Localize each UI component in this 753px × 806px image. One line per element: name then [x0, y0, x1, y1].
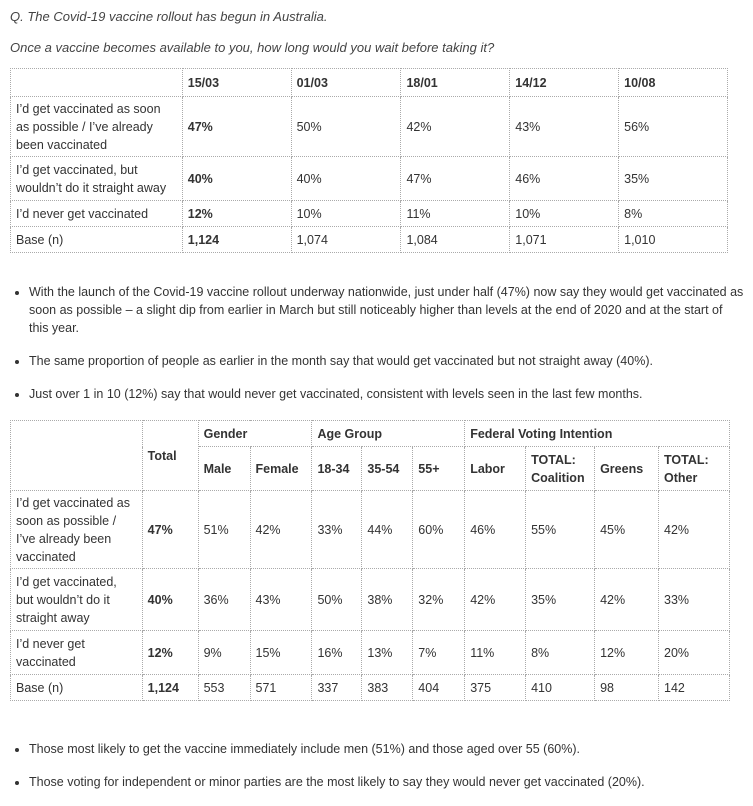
table-row [11, 569, 730, 631]
table-cell: 36% [198, 569, 250, 631]
table-cell: 50% [312, 569, 362, 631]
table-cell: 12% [595, 631, 659, 675]
table-cell: 7% [413, 631, 465, 675]
table-cell: 410 [526, 675, 595, 701]
table-cell: 1,124 [182, 227, 291, 253]
subheader: TOTAL: Other [659, 447, 730, 491]
table-cell: 1,074 [291, 227, 401, 253]
table-cell: 337 [312, 675, 362, 701]
table-cell: 15% [250, 631, 312, 675]
row-label: I’d never get vaccinated [11, 201, 183, 227]
trend-table [10, 68, 728, 253]
bullet-list [0, 283, 744, 418]
table-cell: 47% [182, 97, 291, 157]
table-cell: 40% [182, 157, 291, 201]
row-label: Base (n) [11, 227, 183, 253]
demographic-table [10, 420, 730, 701]
table-cell: 42% [465, 569, 526, 631]
table-cell: 40% [291, 157, 401, 201]
group-header: Age Group [312, 421, 465, 447]
table-cell: 12% [182, 201, 291, 227]
table-cell: 42% [250, 491, 312, 569]
table-cell: 35% [526, 569, 595, 631]
table-row [11, 227, 728, 253]
table-cell: 35% [619, 157, 728, 201]
subheader: Greens [595, 447, 659, 491]
table-row [11, 97, 728, 157]
table-cell: 8% [619, 201, 728, 227]
group-header: Federal Voting Intention [465, 421, 730, 447]
table-row [11, 675, 730, 701]
table-cell: 9% [198, 631, 250, 675]
row-label: Base (n) [11, 675, 143, 701]
table-cell: 46% [465, 491, 526, 569]
table-header: 15/03 [182, 69, 291, 97]
table-header [11, 69, 183, 97]
table-cell: 11% [401, 201, 510, 227]
subheader: Labor [465, 447, 526, 491]
table-cell: 43% [510, 97, 619, 157]
list-item: • With the launch of the Covid-19 vaccine rollout underway nationwide, just under half (47%) now say they would get vaccinated as soon as possible – a slight dip from earlier in March but still noticeably higher than levels at the end of 2020 and at the start of this year. [29, 283, 744, 337]
table-cell: 142 [659, 675, 730, 701]
table-cell: 571 [250, 675, 312, 701]
table-cell: 16% [312, 631, 362, 675]
table-cell: 10% [291, 201, 401, 227]
row-label: I’d never get vaccinated [11, 631, 143, 675]
table-header-row [11, 421, 730, 447]
list-item: • Just over 1 in 10 (12%) say that would never get vaccinated, consistent with levels seen in the last few months. [29, 385, 744, 403]
table-row [11, 631, 730, 675]
question-intro: Q. The Covid-19 vaccine rollout has begun in Australia. [10, 9, 328, 24]
table-cell: 98 [595, 675, 659, 701]
table-cell: 8% [526, 631, 595, 675]
row-label: I’d get vaccinated as soon as possible / I’ve already been vaccinated [11, 491, 143, 569]
table-cell: 44% [362, 491, 413, 569]
table-cell: 13% [362, 631, 413, 675]
total-header: Total [142, 421, 198, 491]
table-row [11, 157, 728, 201]
table-cell: 43% [250, 569, 312, 631]
table-cell: 1,084 [401, 227, 510, 253]
table-cell: 42% [401, 97, 510, 157]
table-row [11, 201, 728, 227]
table-cell: 55% [526, 491, 595, 569]
table-header [11, 421, 143, 491]
table-cell: 10% [510, 201, 619, 227]
table-cell: 47% [401, 157, 510, 201]
total-cell: 40% [142, 569, 198, 631]
row-label: I’d get vaccinated, but wouldn’t do it straight away [11, 157, 183, 201]
list-item: • Those voting for independent or minor parties are the most likely to say they would never get vaccinated (20%). [29, 773, 744, 791]
table-cell: 32% [413, 569, 465, 631]
group-header: Gender [198, 421, 312, 447]
table-cell: 404 [413, 675, 465, 701]
subheader: TOTAL: Coalition [526, 447, 595, 491]
table-cell: 553 [198, 675, 250, 701]
question-text: Once a vaccine becomes available to you, how long would you wait before taking it? [10, 40, 495, 55]
table-cell: 42% [659, 491, 730, 569]
table-cell: 50% [291, 97, 401, 157]
table-cell: 33% [312, 491, 362, 569]
table-cell: 383 [362, 675, 413, 701]
subheader: 55+ [413, 447, 465, 491]
table-header: 18/01 [401, 69, 510, 97]
table-cell: 33% [659, 569, 730, 631]
total-cell: 47% [142, 491, 198, 569]
table-cell: 56% [619, 97, 728, 157]
total-cell: 1,124 [142, 675, 198, 701]
table-cell: 38% [362, 569, 413, 631]
subheader: Female [250, 447, 312, 491]
list-item: • The same proportion of people as earlier in the month say that would get vaccinated but not straight away (40%). [29, 352, 744, 370]
subheader: 18-34 [312, 447, 362, 491]
subheader: 35-54 [362, 447, 413, 491]
table-cell: 20% [659, 631, 730, 675]
table-cell: 60% [413, 491, 465, 569]
table-header: 14/12 [510, 69, 619, 97]
table-cell: 42% [595, 569, 659, 631]
bullet-list [0, 740, 744, 806]
table-row [11, 491, 730, 569]
row-label: I’d get vaccinated, but wouldn’t do it straight away [11, 569, 143, 631]
table-cell: 45% [595, 491, 659, 569]
table-cell: 11% [465, 631, 526, 675]
table-header: 01/03 [291, 69, 401, 97]
table-header: 10/08 [619, 69, 728, 97]
row-label: I’d get vaccinated as soon as possible / I’ve already been vaccinated [11, 97, 183, 157]
subheader: Male [198, 447, 250, 491]
table-cell: 1,071 [510, 227, 619, 253]
table-cell: 1,010 [619, 227, 728, 253]
table-cell: 46% [510, 157, 619, 201]
table-cell: 375 [465, 675, 526, 701]
list-item: • Those most likely to get the vaccine immediately include men (51%) and those aged over 55 (60%). [29, 740, 744, 758]
table-cell: 51% [198, 491, 250, 569]
total-cell: 12% [142, 631, 198, 675]
table-header-row [11, 69, 728, 97]
